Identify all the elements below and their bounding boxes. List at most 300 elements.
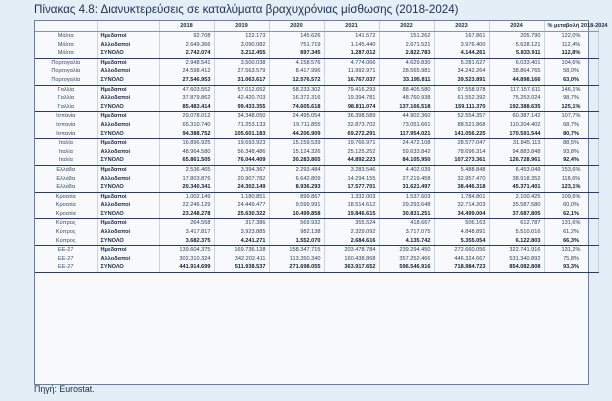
table-row [35, 103, 598, 112]
value-cell: 32.873.702 [324, 121, 379, 130]
value-cell: 126.728.961 [489, 156, 544, 165]
table-row [35, 201, 598, 210]
value-cell: 32.714.203 [434, 201, 489, 210]
value-cell: 141.572 [324, 32, 379, 41]
value-cell: 4.774.066 [324, 58, 379, 67]
value-cell: 169.736.128 [214, 246, 269, 255]
value-cell: 4.158.576 [269, 58, 324, 67]
value-cell: 6.453.049 [489, 165, 544, 174]
value-cell: 75.253.024 [489, 94, 544, 103]
value-cell: 4.848.891 [434, 228, 489, 237]
value-cell: 29.078.012 [159, 112, 214, 121]
country-cell: Μάλτα [35, 41, 97, 50]
value-cell: 441.914.699 [159, 263, 214, 272]
value-cell: 1.145.440 [324, 41, 379, 50]
percent-change-cell: 118,6% [544, 175, 598, 184]
value-cell: 3.500.038 [214, 58, 269, 67]
value-cell: 14.294.155 [324, 175, 379, 184]
value-cell: 2.649.366 [159, 41, 214, 50]
value-cell: 137.166.518 [379, 103, 434, 112]
table-title: Πίνακας 4.8: Διανυκτερεύσεις σε καταλύματα βραχυχρόνιας μίσθωσης (2018-2024) [34, 3, 459, 16]
value-cell: 33.195.811 [379, 76, 434, 85]
value-cell: 239.294.450 [379, 246, 434, 255]
value-cell: 3.717.075 [379, 228, 434, 237]
percent-change-cell: 112,8% [544, 49, 598, 58]
table-row [35, 255, 598, 264]
value-cell: 2.293.484 [269, 165, 324, 174]
country-cell: Κροατία [35, 192, 97, 201]
value-cell: 1.287.012 [324, 49, 379, 58]
value-cell: 73.051.661 [379, 121, 434, 130]
residence-type-cell: Ημεδαποί [97, 165, 159, 174]
value-cell: 107.273.361 [434, 156, 489, 165]
residence-type-cell: Ημεδαποί [97, 139, 159, 148]
value-cell: 160.438.868 [324, 255, 379, 264]
table-row [35, 85, 598, 94]
value-cell: 8.417.996 [269, 67, 324, 76]
value-cell: 16.767.037 [324, 76, 379, 85]
value-cell: 9.599.991 [269, 201, 324, 210]
residence-type-cell: Ημεδαποί [97, 58, 159, 67]
value-cell: 151.262 [379, 32, 434, 41]
value-cell: 2.329.092 [324, 228, 379, 237]
value-cell: 76.044.409 [214, 156, 269, 165]
table-row [35, 112, 598, 121]
table-row [35, 32, 598, 41]
value-cell: 20.907.782 [214, 175, 269, 184]
value-cell: 57.012.652 [214, 85, 269, 94]
value-cell: 61.552.392 [434, 94, 489, 103]
residence-type-cell: Αλλοδαποί [97, 94, 159, 103]
value-cell: 56.348.486 [214, 148, 269, 157]
value-cell: 22.246.129 [159, 201, 214, 210]
country-cell: Πορτογαλία [35, 67, 97, 76]
header-cell: 2018 [159, 21, 214, 32]
value-cell: 60.387.142 [489, 112, 544, 121]
value-cell: 1.332.003 [324, 192, 379, 201]
country-cell: ΕΕ-27 [35, 246, 97, 255]
header-cell [97, 21, 159, 32]
value-cell: 1.537.603 [379, 192, 434, 201]
value-cell: 718.984.723 [434, 263, 489, 272]
country-cell: Κύπρος [35, 237, 97, 246]
percent-change-cell: 62,1% [544, 210, 598, 219]
value-cell: 596.546.916 [379, 263, 434, 272]
value-cell: 531.340.892 [489, 255, 544, 264]
value-cell: 27.219.458 [379, 175, 434, 184]
table-row [35, 130, 598, 139]
value-cell: 159.111.370 [434, 103, 489, 112]
value-cell: 3.417.817 [159, 228, 214, 237]
header-cell: 2020 [269, 21, 324, 32]
country-cell: Ελλάδα [35, 165, 97, 174]
value-cell: 19.711.855 [269, 121, 324, 130]
value-cell: 34.348.050 [214, 112, 269, 121]
value-cell: 2.536.465 [159, 165, 214, 174]
value-cell: 4.402.039 [379, 165, 434, 174]
value-cell: 16.372.316 [269, 94, 324, 103]
table-row [35, 67, 598, 76]
value-cell: 5.628.121 [489, 41, 544, 50]
residence-type-cell: Ημεδαποί [97, 112, 159, 121]
value-cell: 52.554.357 [434, 112, 489, 121]
table-row [35, 49, 598, 58]
value-cell: 6.122.803 [489, 237, 544, 246]
percent-change-cell: 122,0% [544, 32, 598, 41]
value-cell: 2.671.521 [379, 41, 434, 50]
value-cell: 5.488.848 [434, 165, 489, 174]
value-cell: 31.621.497 [379, 183, 434, 192]
country-cell: Κροατία [35, 210, 97, 219]
value-cell: 511.938.537 [214, 263, 269, 272]
value-cell: 446.324.667 [434, 255, 489, 264]
country-cell: Μάλτα [35, 49, 97, 58]
value-cell: 27.563.579 [214, 67, 269, 76]
residence-type-cell: Αλλοδαποί [97, 175, 159, 184]
value-cell: 158.347.715 [269, 246, 324, 255]
value-cell: 105.601.183 [214, 130, 269, 139]
table-row [35, 246, 598, 255]
table-row [35, 183, 598, 192]
value-cell: 88.521.868 [434, 121, 489, 130]
country-cell: Πορτογαλία [35, 76, 97, 85]
value-cell: 18.514.612 [324, 201, 379, 210]
value-cell: 322.741.916 [489, 246, 544, 255]
value-cell: 139.604.375 [159, 246, 214, 255]
table-row [35, 76, 598, 85]
overnight-stays-table [35, 21, 608, 273]
table-header-row [35, 21, 598, 32]
value-cell: 141.056.225 [434, 130, 489, 139]
residence-type-cell: Ημεδαποί [97, 32, 159, 41]
value-cell: 19.846.615 [324, 210, 379, 219]
value-cell: 32.957.470 [434, 175, 489, 184]
percent-change-cell: 93,3% [544, 263, 598, 272]
residence-type-cell: Ημεδαποί [97, 85, 159, 94]
percent-change-cell: 131,2% [544, 246, 598, 255]
residence-type-cell: ΣΥΝΟΛΟ [97, 76, 159, 85]
table-row [35, 148, 598, 157]
value-cell: 65.861.505 [159, 156, 214, 165]
value-cell: 4.135.742 [379, 237, 434, 246]
value-cell: 3.212.455 [214, 49, 269, 58]
value-cell: 48.760.938 [379, 94, 434, 103]
value-cell: 19.766.971 [324, 139, 379, 148]
value-cell: 342.202.411 [214, 255, 269, 264]
value-cell: 37.687.805 [489, 210, 544, 219]
percent-change-cell: 107,7% [544, 112, 598, 121]
value-cell: 357.252.466 [379, 255, 434, 264]
residence-type-cell: Ημεδαποί [97, 219, 159, 228]
header-cell: 2022 [379, 21, 434, 32]
percent-change-cell: 93,8% [544, 148, 598, 157]
value-cell: 4.144.261 [434, 49, 489, 58]
value-cell: 982.138 [269, 228, 324, 237]
header-cell: 2023 [434, 21, 489, 32]
value-cell: 30.831.251 [379, 210, 434, 219]
table-row [35, 219, 598, 228]
percent-change-cell: 123,1% [544, 183, 598, 192]
value-cell: 35.587.580 [489, 201, 544, 210]
value-cell: 59.633.842 [379, 148, 434, 157]
value-cell: 317.386 [214, 219, 269, 228]
value-cell: 1.002.149 [159, 192, 214, 201]
country-cell: Ελλάδα [35, 175, 97, 184]
value-cell: 363.917.652 [324, 263, 379, 272]
value-cell: 24.472.108 [379, 139, 434, 148]
value-cell: 17.577.701 [324, 183, 379, 192]
value-cell: 36.398.589 [324, 112, 379, 121]
value-cell: 113.350.340 [269, 255, 324, 264]
data-table-container [34, 20, 608, 385]
country-cell: Κύπρος [35, 219, 97, 228]
value-cell: 24.302.149 [214, 183, 269, 192]
table-row [35, 58, 598, 67]
value-cell: 506.163 [434, 219, 489, 228]
value-cell: 2.684.616 [324, 237, 379, 246]
residence-type-cell: ΣΥΝΟΛΟ [97, 237, 159, 246]
percent-change-cell: 60,0% [544, 201, 598, 210]
country-cell: Γαλλία [35, 85, 97, 94]
percent-change-cell: 75,8% [544, 255, 598, 264]
value-cell: 8.936.293 [269, 183, 324, 192]
value-cell: 122.173 [214, 32, 269, 41]
value-cell: 79.416.293 [324, 85, 379, 94]
value-cell: 74.605.618 [269, 103, 324, 112]
value-cell: 69.272.291 [324, 130, 379, 139]
value-cell: 15.124.326 [269, 148, 324, 157]
value-cell: 203.478.784 [324, 246, 379, 255]
percent-change-cell: 146,1% [544, 85, 598, 94]
value-cell: 145.626 [269, 32, 324, 41]
residence-type-cell: ΣΥΝΟΛΟ [97, 263, 159, 272]
table-row [35, 175, 598, 184]
value-cell: 205.790 [489, 32, 544, 41]
percent-change-cell: 66,3% [544, 237, 598, 246]
table-row [35, 165, 598, 174]
percent-change-cell: 112,4% [544, 41, 598, 50]
table-row [35, 156, 598, 165]
value-cell: 24.598.412 [159, 67, 214, 76]
percent-change-cell: 125,1% [544, 103, 598, 112]
value-cell: 29.293.648 [379, 201, 434, 210]
table-row [35, 263, 598, 272]
value-cell: 94.388.752 [159, 130, 214, 139]
table-body [35, 32, 598, 273]
country-cell: Μάλτα [35, 32, 97, 41]
value-cell: 17.803.876 [159, 175, 214, 184]
country-cell: Ιταλία [35, 148, 97, 157]
value-cell: 31.063.617 [214, 76, 269, 85]
value-cell: 4.241.271 [214, 237, 269, 246]
value-cell: 23.248.278 [159, 210, 214, 219]
country-cell: ΕΕ-27 [35, 255, 97, 264]
header-cell [35, 21, 97, 32]
percent-change-cell: 104,6% [544, 58, 598, 67]
value-cell: 71.253.133 [214, 121, 269, 130]
value-cell: 30.283.865 [269, 156, 324, 165]
value-cell: 3.682.375 [159, 237, 214, 246]
value-cell: 170.591.544 [489, 130, 544, 139]
value-cell: 25.125.252 [324, 148, 379, 157]
country-cell: Ιταλία [35, 156, 97, 165]
value-cell: 88.405.580 [379, 85, 434, 94]
value-cell: 58.233.302 [269, 85, 324, 94]
value-cell: 6.033.401 [489, 58, 544, 67]
value-cell: 47.603.552 [159, 85, 214, 94]
value-cell: 11.992.971 [324, 67, 379, 76]
value-cell: 85.483.414 [159, 103, 214, 112]
value-cell: 44.206.909 [269, 130, 324, 139]
value-cell: 5.833.911 [489, 49, 544, 58]
country-cell: Ελλάδα [35, 183, 97, 192]
header-cell: 2019 [214, 21, 269, 32]
value-cell: 5.355.054 [434, 237, 489, 246]
value-cell: 3.923.885 [214, 228, 269, 237]
header-cell: 2021 [324, 21, 379, 32]
table-row [35, 192, 598, 201]
value-cell: 27.546.953 [159, 76, 214, 85]
table-row [35, 210, 598, 219]
value-cell: 19.693.923 [214, 139, 269, 148]
value-cell: 569.932 [269, 219, 324, 228]
value-cell: 99.433.355 [214, 103, 269, 112]
value-cell: 6.642.809 [269, 175, 324, 184]
value-cell: 418.667 [379, 219, 434, 228]
value-cell: 94.883.848 [489, 148, 544, 157]
value-cell: 271.698.055 [269, 263, 324, 272]
value-cell: 2.100.425 [489, 192, 544, 201]
value-cell: 44.902.360 [379, 112, 434, 121]
residence-type-cell: ΣΥΝΟΛΟ [97, 156, 159, 165]
value-cell: 117.157.611 [489, 85, 544, 94]
value-cell: 37.879.862 [159, 94, 214, 103]
table-row [35, 139, 598, 148]
residence-type-cell: Αλλοδαποί [97, 228, 159, 237]
value-cell: 98.811.074 [324, 103, 379, 112]
value-cell: 110.204.402 [489, 121, 544, 130]
value-cell: 42.420.703 [214, 94, 269, 103]
residence-type-cell: Αλλοδαποί [97, 67, 159, 76]
source-note: Πηγή: Eurostat. [34, 384, 95, 394]
percent-change-cell: 63,0% [544, 76, 598, 85]
value-cell: 65.310.740 [159, 121, 214, 130]
country-cell: Ισπανία [35, 130, 97, 139]
percent-change-cell: 92,4% [544, 156, 598, 165]
value-cell: 24.495.054 [269, 112, 324, 121]
value-cell: 97.558.978 [434, 85, 489, 94]
value-cell: 19.394.781 [324, 94, 379, 103]
value-cell: 3.090.082 [214, 41, 269, 50]
value-cell: 5.281.627 [434, 58, 489, 67]
value-cell: 28.577.047 [434, 139, 489, 148]
value-cell: 34.242.264 [434, 67, 489, 76]
value-cell: 272.660.056 [434, 246, 489, 255]
header-cell: % μεταβολή 2018-2024 [544, 21, 598, 32]
value-cell: 24.449.477 [214, 201, 269, 210]
percent-change-cell: 61,2% [544, 228, 598, 237]
value-cell: 5.510.016 [489, 228, 544, 237]
percent-change-cell: 88,5% [544, 139, 598, 148]
value-cell: 751.719 [269, 41, 324, 50]
value-cell: 4.629.830 [379, 58, 434, 67]
table-row [35, 237, 598, 246]
value-cell: 192.388.635 [489, 103, 544, 112]
country-cell: Γαλλία [35, 103, 97, 112]
table-row [35, 121, 598, 130]
value-cell: 302.310.324 [159, 255, 214, 264]
value-cell: 44.892.223 [324, 156, 379, 165]
value-cell: 78.696.314 [434, 148, 489, 157]
value-cell: 44.898.166 [489, 76, 544, 85]
country-cell: Ισπανία [35, 112, 97, 121]
value-cell: 3.976.400 [434, 41, 489, 50]
residence-type-cell: ΣΥΝΟΛΟ [97, 49, 159, 58]
percent-change-cell: 68,7% [544, 121, 598, 130]
value-cell: 117.954.021 [379, 130, 434, 139]
value-cell: 38.918.352 [489, 175, 544, 184]
value-cell: 92.708 [159, 32, 214, 41]
table-row [35, 94, 598, 103]
value-cell: 31.845.113 [489, 139, 544, 148]
country-cell: Γαλλία [35, 94, 97, 103]
value-cell: 48.964.580 [159, 148, 214, 157]
percent-change-cell: 80,7% [544, 130, 598, 139]
value-cell: 12.576.572 [269, 76, 324, 85]
residence-type-cell: Ημεδαποί [97, 192, 159, 201]
residence-type-cell: Αλλοδαποί [97, 121, 159, 130]
residence-type-cell: Ημεδαποί [97, 246, 159, 255]
header-cell: 2024 [489, 21, 544, 32]
value-cell: 16.896.925 [159, 139, 214, 148]
percent-change-cell: 109,6% [544, 192, 598, 201]
percent-change-cell: 153,6% [544, 165, 598, 174]
residence-type-cell: Αλλοδαποί [97, 201, 159, 210]
value-cell: 1.784.801 [434, 192, 489, 201]
value-cell: 25.630.322 [214, 210, 269, 219]
value-cell: 39.523.891 [434, 76, 489, 85]
country-cell: Κύπρος [35, 228, 97, 237]
country-cell: Πορτογαλία [35, 58, 97, 67]
table-row [35, 41, 598, 50]
value-cell: 2.948.541 [159, 58, 214, 67]
country-cell: Ιταλία [35, 139, 97, 148]
value-cell: 3.283.546 [324, 165, 379, 174]
residence-type-cell: ΣΥΝΟΛΟ [97, 183, 159, 192]
value-cell: 1.552.070 [269, 237, 324, 246]
country-cell: Κροατία [35, 201, 97, 210]
value-cell: 1.180.851 [214, 192, 269, 201]
value-cell: 355.524 [324, 219, 379, 228]
residence-type-cell: ΣΥΝΟΛΟ [97, 210, 159, 219]
percent-change-cell: 58,0% [544, 67, 598, 76]
value-cell: 897.345 [269, 49, 324, 58]
table-row [35, 228, 598, 237]
value-cell: 3.394.367 [214, 165, 269, 174]
value-cell: 264.558 [159, 219, 214, 228]
value-cell: 10.499.858 [269, 210, 324, 219]
value-cell: 612.787 [489, 219, 544, 228]
value-cell: 45.371.401 [489, 183, 544, 192]
residence-type-cell: Αλλοδαποί [97, 148, 159, 157]
residence-type-cell: ΣΥΝΟΛΟ [97, 130, 159, 139]
percent-change-cell: 131,6% [544, 219, 598, 228]
value-cell: 20.340.341 [159, 183, 214, 192]
country-cell: ΕΕ-27 [35, 263, 97, 272]
country-cell: Ισπανία [35, 121, 97, 130]
residence-type-cell: Αλλοδαποί [97, 41, 159, 50]
residence-type-cell: Αλλοδαποί [97, 255, 159, 264]
